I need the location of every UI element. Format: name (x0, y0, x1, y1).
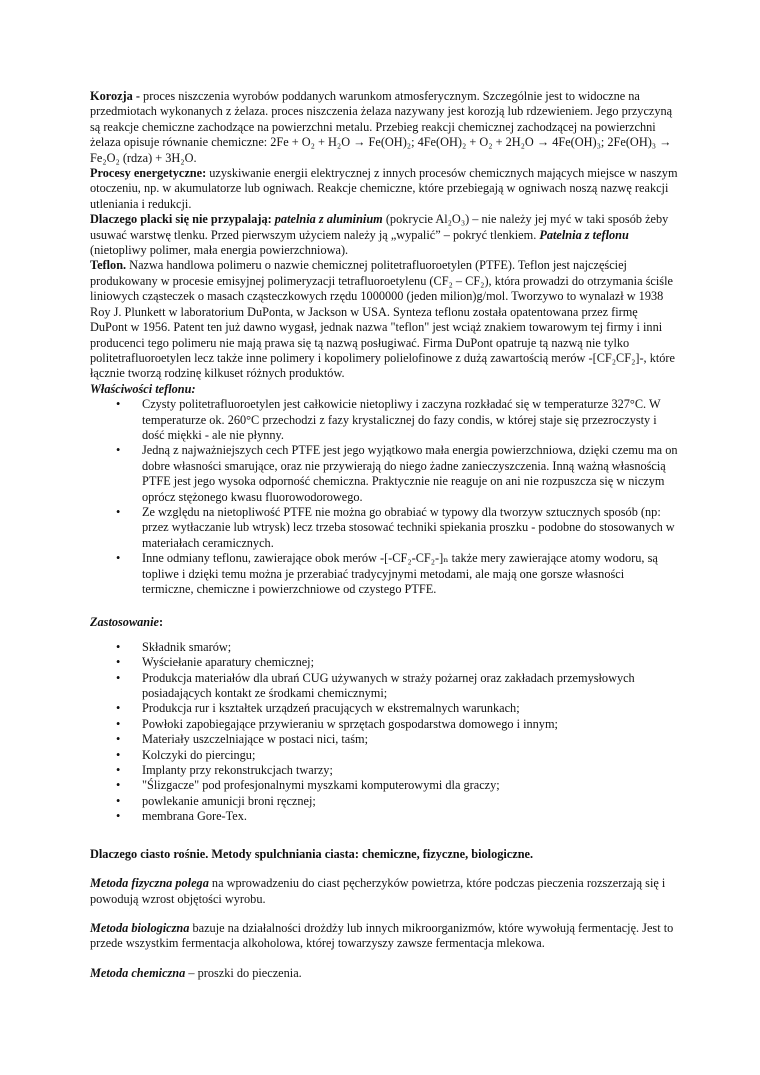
chemiczna-text: – proszki do pieczenia. (185, 965, 302, 980)
document-page (90, 89, 678, 981)
biologiczna-term: Metoda biologiczna (90, 920, 190, 935)
teflon-term: Teflon. (90, 258, 127, 273)
list-item: • "Ślizgacze" pod profesjonalnymi myszkami komputerowymi dla graczy; (116, 778, 678, 793)
biologiczna-paragraph (90, 921, 678, 952)
wlasciwosci-list (102, 397, 678, 597)
list-item: • Składnik smarów; (116, 640, 678, 655)
korozja-term: Korozja - (90, 89, 140, 103)
placki-text-2: (nietopliwy polimer, mała energia powierzchniowa). (90, 243, 349, 258)
fizyczna-text: na wprowadzeniu do ciast pęcherzyków powietrza, które podczas pieczenia rozszerzają się i powodują wzrost objętości wyrobu. (90, 876, 666, 906)
zastosowanie-term: Zastosowanie (90, 615, 160, 630)
list-item: • membrana Gore-Tex. (116, 809, 678, 824)
list-item: • powlekanie amunicji broni ręcznej; (116, 794, 678, 809)
list-item: • Materiały uszczelniające w postaci nici, taśm; (116, 732, 678, 747)
list-item: • Powłoki zapobiegające przywieraniu w sprzętach gospodarstwa domowego i innym; (116, 717, 678, 732)
placki-em-teflon: Patelnia z teflonu (539, 227, 629, 242)
procesy-paragraph (90, 166, 678, 212)
list-item: • Ze względu na nietopliwość PTFE nie można go obrabiać w typowy dla tworzyw sztucznych sposób (np: przez wytłaczanie lub wtrysk) lecz trzeba stosować techniki spiekania proszku - podobne do stosowanych w materiałach ceramicznych. (116, 505, 678, 551)
korozja-equation: 2Fe + O₂ + H₂O → Fe(OH)₂; 4Fe(OH)₂ + O₂ + 2H₂O → 4Fe(OH)₃; 2Fe(OH)₃ → Fe₂O₂ (rdza) + 3H₂O. (90, 135, 672, 165)
teflon-text: Nazwa handlowa polimeru o nazwie chemicznej politetrafluoroetylen (PTFE). Teflon jest najczęściej produkowany w procesie emisyjnej polimeryzacji tetrafluoroetylenu (CF₂ – CF₂), która prowadzi do otrzymania ściśle liniowych cząsteczek o masach cząsteczkowych rzędu 1000000 (jeden milion)g/mol. Tworzywo to wynalazł w 1938 Roy J. Plunkett w laboratorium DuPonta, w Jackson w USA. Synteza teflonu została opatentowana przez firmę DuPont w 1956. Patent ten już dawno wygasł, jednak nazwa "teflon" jest wciąż znakiem towarowym tej firmy i inni producenci tego polimeru nie mają prawa się tą nazwą posługiwać. Firma DuPont opatruje tą nazwą nie tylko politetrafluoroetylen lecz także inne polimery i kopolimery polielofinowe z dużą zawartością merów -[CF₂CF₂]-, które łącznie tworzą rodzinę kilkuset różnych produktów. (90, 258, 675, 381)
ciasto-heading-text: Dlaczego ciasto rośnie. Metody spulchniania ciasta: chemiczne, fizyczne, biologiczne. (90, 846, 534, 861)
korozja-paragraph (90, 89, 678, 166)
fizyczna-paragraph (90, 876, 678, 907)
list-item: • Inne odmiany teflonu, zawierające obok merów -[-CF₂-CF₂-]ₙ także mery zawierające atomy wodoru, są topliwe i dzięki temu można je przerabiać tradycyjnymi metodami, ale mają one gorsze własności termiczne, chemiczne i powierzchniowe od czystego PTFE. (116, 551, 678, 597)
chemiczna-term: Metoda chemiczna (90, 965, 186, 980)
procesy-text: uzyskiwanie energii elektrycznej z innych procesów chemicznych mających miejsce w naszym otoczeniu, np. w akumulatorze lub ogniwach. Reakcje chemiczne, które przebiegają w ogniwach noszą nazwę reakcji utleniania i redukcji. (90, 166, 678, 211)
teflon-paragraph (90, 258, 678, 381)
zastosowanie-colon: : (159, 615, 164, 630)
list-item: • Kolczyki do piercingu; (116, 748, 678, 763)
placki-text-1: (pokrycie Al₂O₃) – nie należy jej myć w taki sposób żeby usuwać warstwę tlenku. Przed pierwszym użyciem należy ją „wypalić” – pokryć tlenkiem. (90, 212, 669, 242)
list-item: • Jedną z najważniejszych cech PTFE jest jego wyjątkowo mała energia powierzchniowa, dzięki czemu ma on dobre własności smarujące, oraz nie przywierają do niego żadne zanieczyszczenia. Inną ważną własnością PTFE jest jego wysoka odporność chemiczna. Praktycznie nie reaguje on ani nie rozpuszcza się w niczym oprócz stężonego kwasu fluorowodorowego. (116, 443, 678, 505)
list-item: • Produkcja rur i kształtek urządzeń pracujących w ekstremalnych warunkach; (116, 701, 678, 716)
fizyczna-term: Metoda fizyczna polega (90, 876, 209, 891)
wlasciwosci-heading: Właściwości teflonu: (90, 381, 196, 396)
procesy-term: Procesy energetyczne: (90, 166, 207, 181)
biologiczna-text: bazuje na działalności drożdży lub innych mikroorganizmów, które wywołują fermentację. Jest to przede wszystkim fermentacja alkoholowa, której towarzyszy zawsze fermentacja mlekowa. (90, 920, 674, 951)
list-item: • Produkcja materiałów dla ubrań CUG używanych w straży pożarnej oraz zakładach przemysłowych posiadających kontakt ze środkami chemicznymi; (116, 671, 678, 702)
ciasto-heading (90, 847, 678, 862)
placki-term: Dlaczego placki się nie przypalają: (90, 212, 272, 227)
placki-em-aluminium: patelnia z aluminium (274, 212, 383, 227)
zastosowanie-heading (90, 615, 678, 630)
chemiczna-paragraph (90, 966, 678, 981)
zastosowanie-list (102, 640, 678, 825)
list-item: • Czysty politetrafluoroetylen jest całkowicie nietopliwy i zaczyna rozkładać się w temperaturze 327°C. W temperaturze ok. 260°C przechodzi z fazy krystalicznej do fazy condis, w której staje się przezroczysty i dość miękki - ale nie płynny. (116, 397, 678, 443)
korozja-text: proces niszczenia wyrobów poddanych warunkom atmosferycznym. Szczególnie jest to widoczne na przedmiotach wykonanych z żelaza. proces niszczenia żelaza nazywany jest korozją lub rdzewieniem. Jego przyczyną są reakcje chemiczne zachodzące na powierzchni metalu. Przebieg reakcji chemicznej zachodzącej na powierzchni żelaza opisuje równanie chemiczne: (90, 89, 673, 150)
placki-paragraph (90, 212, 678, 258)
list-item: • Implanty przy rekonstrukcjach twarzy; (116, 763, 678, 778)
list-item: • Wyściełanie aparatury chemicznej; (116, 655, 678, 670)
